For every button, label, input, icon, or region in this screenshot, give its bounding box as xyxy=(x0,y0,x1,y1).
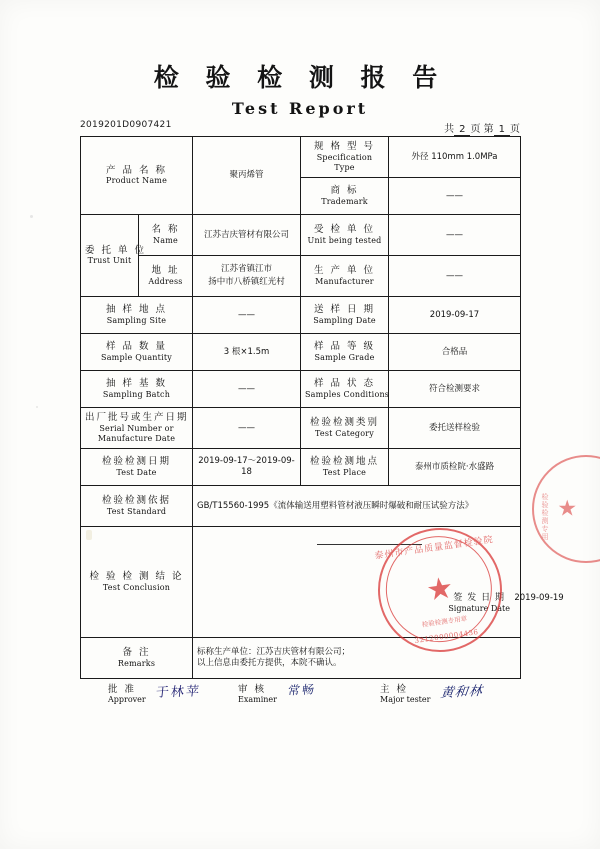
value-trust-name: 江苏吉庆管材有限公司 xyxy=(193,215,301,256)
page-title-en: Test Report xyxy=(231,99,369,118)
value-test-conclusion xyxy=(193,527,564,638)
table-row xyxy=(81,137,521,178)
scan-speck xyxy=(30,215,33,218)
value-sampling-date: 2019-09-17 xyxy=(389,297,521,334)
value-samples-conditions: 符合检测要求 xyxy=(389,371,521,408)
value-trust-address: 江苏省镇江市 扬中市八桥镇红光村 xyxy=(193,256,301,297)
value-unit-being-tested: —— xyxy=(389,215,521,256)
label-trust-unit: 委 托 单 位 Trust Unit xyxy=(81,215,139,297)
scan-speck xyxy=(86,530,92,540)
table-row xyxy=(81,449,521,486)
value-test-category: 委托送样检验 xyxy=(389,408,521,449)
value-product-name: 聚丙烯管 xyxy=(193,137,301,215)
seal-code-number: 3212000004436 xyxy=(414,628,479,645)
seal-organization-text: 泰州市产品质量监督检验院 xyxy=(374,535,495,562)
signature-footer xyxy=(80,681,520,717)
table-row xyxy=(81,334,521,371)
label-unit-being-tested: 受 检 单 位 Unit being tested xyxy=(301,215,389,256)
label-samples-conditions: 样 品 状 态 Samples Conditions xyxy=(301,371,389,408)
major-tester-signature: 黄和林 xyxy=(439,683,485,702)
value-manufacturer: —— xyxy=(389,256,521,297)
label-sampling-batch: 抽 样 基 数 Sampling Batch xyxy=(81,371,193,408)
partial-edge-seal-stamp xyxy=(532,455,600,563)
signature-date-block: 签 发 日 期 Signature Date 2019-09-19 xyxy=(448,592,564,613)
meta-row xyxy=(80,120,520,134)
pages-mid: 页 第 xyxy=(470,124,494,135)
approver-block xyxy=(108,681,201,715)
value-sampling-batch: —— xyxy=(193,371,301,408)
value-remarks: 标称生产单位：江苏吉庆管材有限公司； 以上信息由委托方提供，本院不确认。 xyxy=(193,638,521,679)
examiner-block xyxy=(238,681,316,715)
conclusion-rule xyxy=(317,544,422,545)
label-test-category: 检验检测类别 Test Category xyxy=(301,408,389,449)
value-specification: 外径 110mm 1.0MPa xyxy=(389,137,521,178)
value-test-place: 泰州市质检院·水盛路 xyxy=(389,449,521,486)
label-approver: 批 准 Approver xyxy=(108,684,146,704)
label-sample-quantity: 样 品 数 量 Sample Quantity xyxy=(81,334,193,371)
value-test-standard: GB/T15560-1995《流体输送用塑料管材液压瞬时爆破和耐压试验方法》 xyxy=(193,486,521,527)
report-title-block xyxy=(0,58,600,118)
pages-current: 1 xyxy=(494,124,510,136)
scan-speck xyxy=(36,406,38,408)
label-product-name: 产 品 名 称 Product Name xyxy=(81,137,193,215)
label-test-standard: 检验检测依据 Test Standard xyxy=(81,486,193,527)
label-serial-or-manufacture-date: 出厂批号或生产日期 Serial Number or Manufacture Date xyxy=(81,408,193,449)
label-test-date: 检验检测日期 Test Date xyxy=(81,449,193,486)
label-sampling-site: 抽 样 地 点 Sampling Site xyxy=(81,297,193,334)
table-row xyxy=(81,256,521,297)
page-title-cn: 检 验 检 测 报 告 xyxy=(153,63,447,92)
label-sample-grade: 样 品 等 级 Sample Grade xyxy=(301,334,389,371)
pages-prefix: 共 xyxy=(444,124,455,135)
value-serial-or-manufacture-date: —— xyxy=(193,408,301,449)
signature-date-value: 2019-09-19 xyxy=(514,592,564,603)
edge-seal-star-icon: ★ xyxy=(557,496,578,522)
value-test-date: 2019-09-17～2019-09-18 xyxy=(193,449,301,486)
table-row xyxy=(81,486,521,527)
edge-seal-text: 检验检测专用 xyxy=(541,493,549,541)
table-row xyxy=(81,215,521,256)
serial-number: 2019201D0907421 xyxy=(80,120,172,130)
table-row xyxy=(81,297,521,334)
approver-signature: 于林苹 xyxy=(155,684,203,701)
value-sampling-site: —— xyxy=(193,297,301,334)
pages-total: 2 xyxy=(454,124,470,136)
label-major-tester: 主 检 Major tester xyxy=(380,684,431,704)
table-row xyxy=(81,527,521,638)
seal-purpose-text: 检验检测专用章 xyxy=(421,614,468,629)
table-row xyxy=(81,371,521,408)
value-trademark: —— xyxy=(389,178,521,215)
label-specification: 规 格 型 号 Specification Type xyxy=(301,137,389,178)
value-sample-quantity: 3 根×1.5m xyxy=(193,334,301,371)
label-trust-name: 名 称 Name xyxy=(139,215,193,256)
major-tester-block xyxy=(380,681,483,715)
value-sample-grade: 合格品 xyxy=(389,334,521,371)
seal-star-icon: ★ xyxy=(424,570,456,609)
page-counter xyxy=(444,120,520,135)
label-test-conclusion: 检 验 检 测 结 论 Test Conclusion xyxy=(81,527,193,638)
pages-suffix: 页 xyxy=(510,124,520,135)
label-sampling-date: 送 样 日 期 Sampling Date xyxy=(301,297,389,334)
table-row xyxy=(81,408,521,449)
label-test-place: 检验检测地点 Test Place xyxy=(301,449,389,486)
label-trust-address: 地 址 Address xyxy=(139,256,193,297)
label-trademark: 商 标 Trademark xyxy=(301,178,389,215)
table-row xyxy=(81,638,521,679)
label-manufacturer: 生 产 单 位 Manufacturer xyxy=(301,256,389,297)
label-remarks: 备 注 Remarks xyxy=(81,638,193,679)
label-examiner: 审 核 Examiner xyxy=(238,684,277,704)
examiner-signature: 常畅 xyxy=(286,682,317,698)
